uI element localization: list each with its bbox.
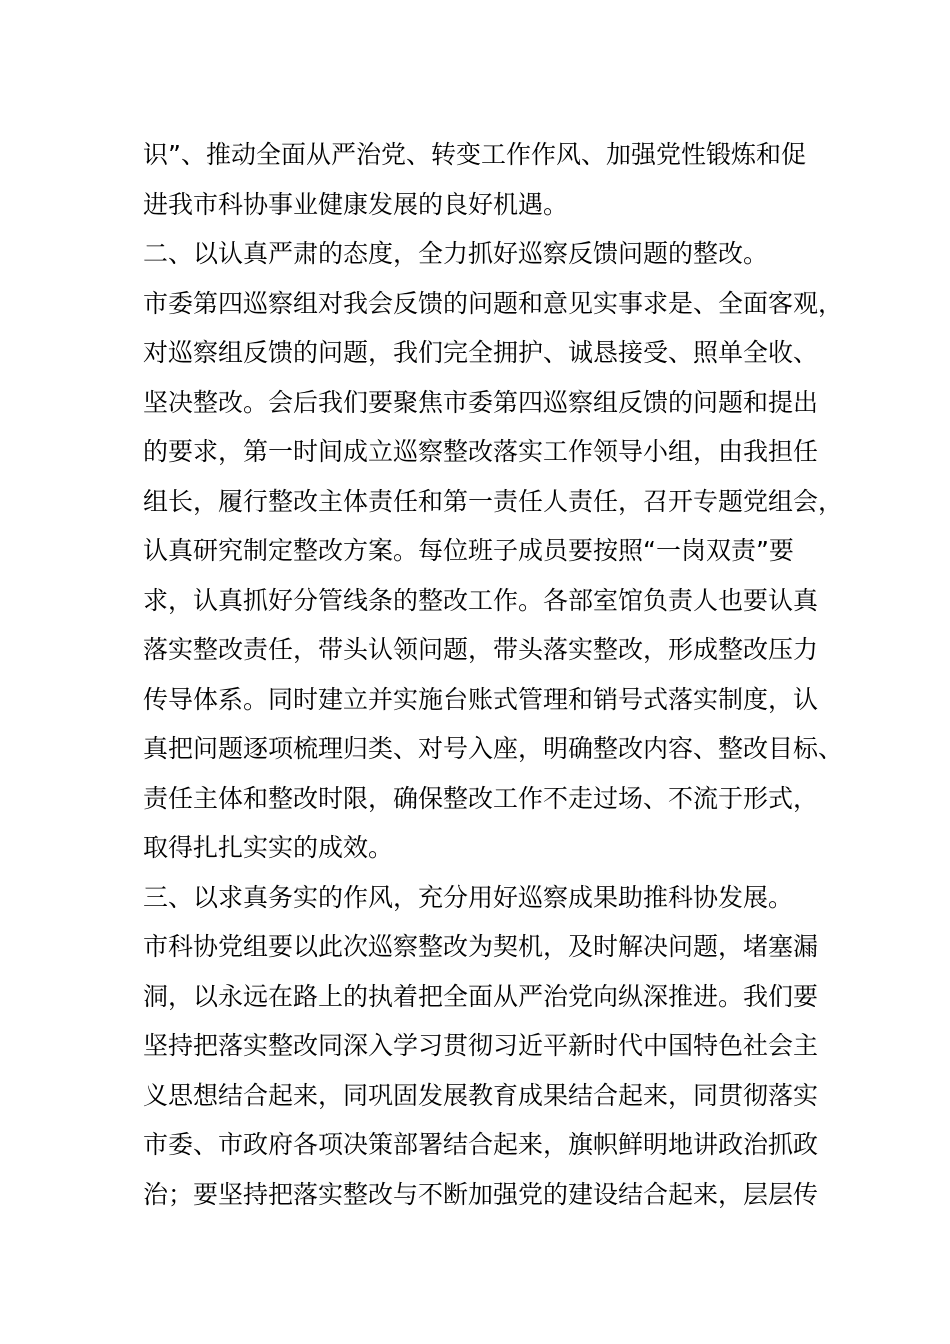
text-line: 进我市科协事业健康发展的良好机遇。	[143, 189, 569, 219]
text-line: 认真研究制定整改方案。每位班子成员要按照“一岗双责”要	[143, 536, 794, 565]
text-line: 坚决整改。会后我们要聚焦市委第四巡察组反馈的问题和提出	[143, 387, 819, 417]
text-line: 坚持把落实整改同深入学习贯彻习近平新时代中国特色社会主	[143, 1031, 819, 1060]
text-line: 治；要坚持把落实整改与不断加强党的建设结合起来，层层传	[143, 1179, 819, 1209]
text-line: 落实整改责任，带头认领问题，带头落实整改，形成整改压力	[143, 635, 819, 664]
section-heading: 二、以认真严肃的态度，全力抓好巡察反馈问题的整改。	[143, 239, 769, 268]
text-line: 责任主体和整改时限，确保整改工作不走过场、不流于形式，	[143, 783, 819, 813]
text-line: 传导体系。同时建立并实施台账式管理和销号式落实制度，认	[143, 684, 819, 714]
text-line: 义思想结合起来，同巩固发展教育成果结合起来，同贯彻落实	[143, 1080, 819, 1110]
text-line: 市科协党组要以此次巡察整改为契机，及时解决问题，堵塞漏	[143, 932, 819, 961]
text-line: 真把问题逐项梳理归类、对号入座，明确整改内容、整改目标、	[143, 734, 844, 763]
text-line: 市委、市政府各项决策部署结合起来，旗帜鲜明地讲政治抓政	[143, 1130, 819, 1159]
text-line: 市委第四巡察组对我会反馈的问题和意见实事求是、全面客观，	[143, 288, 844, 318]
text-line: 的要求，第一时间成立巡察整改落实工作领导小组，由我担任	[143, 437, 819, 466]
text-line: 取得扎扎实实的成效。	[143, 833, 394, 862]
document-body	[143, 130, 844, 1219]
text-line: 洞，以永远在路上的执着把全面从严治党向纵深推进。我们要	[143, 981, 819, 1011]
text-line: 求，认真抓好分管线条的整改工作。各部室馆负责人也要认真	[143, 585, 819, 615]
text-line: 对巡察组反馈的问题，我们完全拥护、诚恳接受、照单全收、	[143, 338, 819, 367]
section-heading: 三、以求真务实的作风，充分用好巡察成果助推科协发展。	[143, 882, 794, 912]
text-line: 识”、推动全面从严治党、转变工作作风、加强党性锻炼和促	[143, 140, 806, 169]
text-line: 组长，履行整改主体责任和第一责任人责任，召开专题党组会，	[143, 486, 844, 516]
